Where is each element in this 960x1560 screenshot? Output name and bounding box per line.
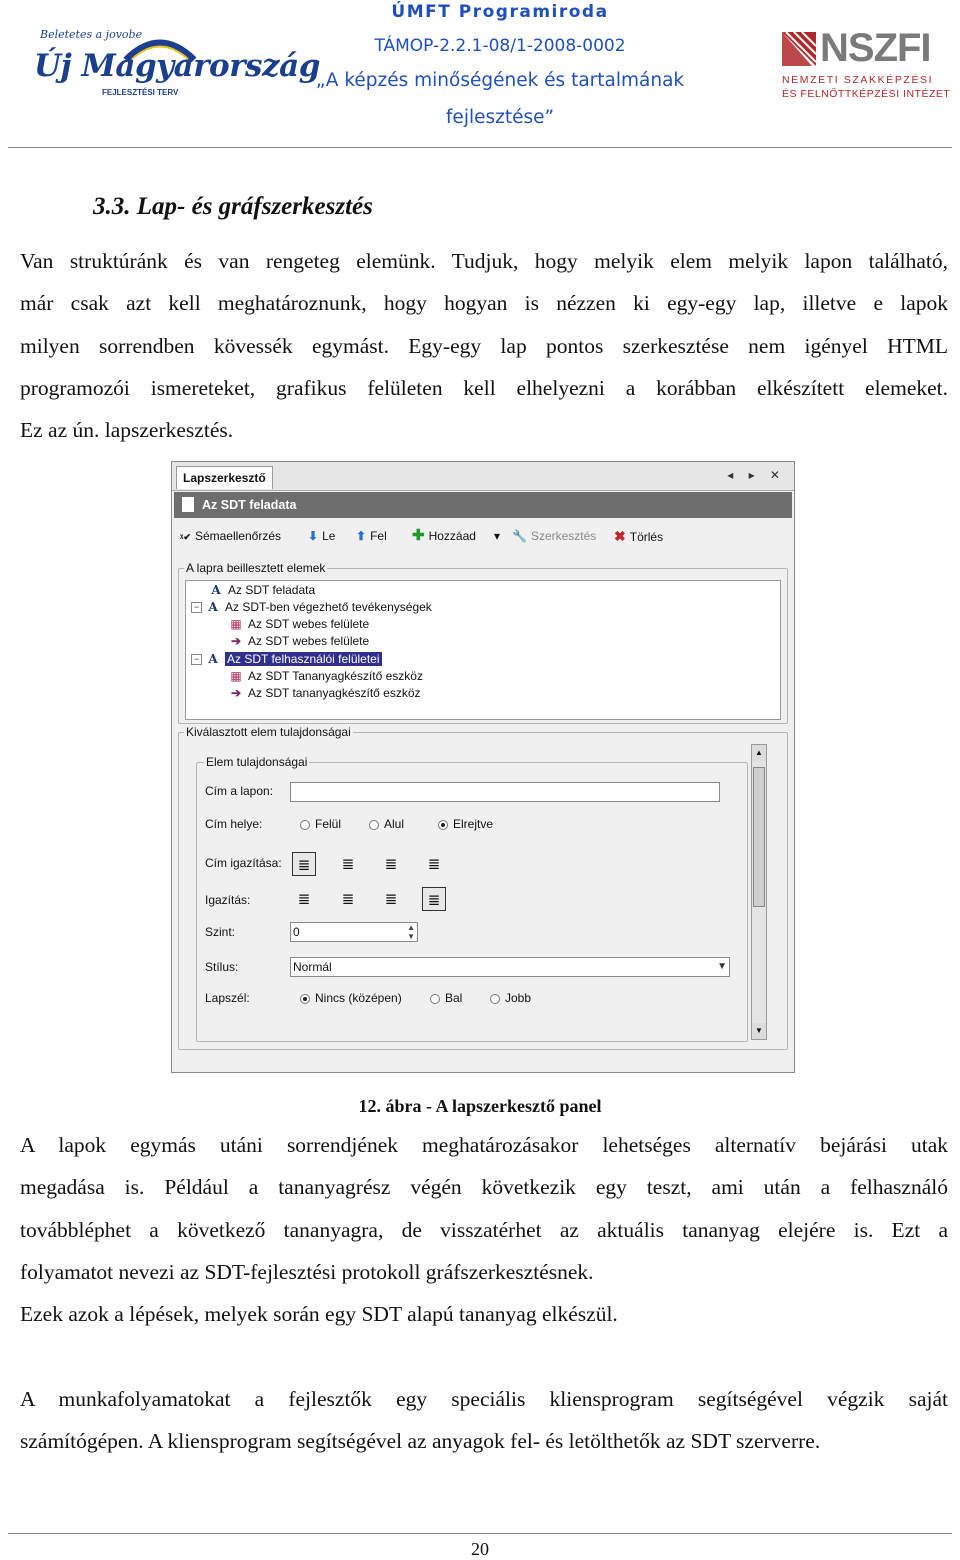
page-icon (182, 497, 194, 512)
header-line-3: „A képzés minőségének és tartalmának (315, 70, 685, 91)
nszfi-mark-icon (782, 32, 816, 66)
page-number: 20 (471, 1539, 489, 1559)
text-line: milyen sorrendben kövessék egymást. Egy-egy lap pontos szerkesztése nem igényel HTML (20, 333, 948, 358)
level-stepper[interactable]: 0 ▲ ▼ (290, 922, 418, 942)
page-header (0, 0, 960, 150)
uj-magyarorszag-logo (22, 20, 320, 110)
nszfi-line-2: ÉS FELNŐTTKÉPZÉSI INTÉZET (782, 88, 951, 100)
tab-controls[interactable]: ◂ ▸ ✕ (727, 468, 786, 482)
panel-toolbar (174, 524, 792, 548)
tree-node[interactable]: ▦ Az SDT webes felülete (228, 616, 369, 633)
element-tree (185, 580, 781, 720)
text-line: Van struktúránk és van rengeteg elemünk. Tudjuk, hogy melyik elem melyik lapon található, (20, 249, 948, 273)
element-props-group (196, 762, 748, 1042)
title-align-label: Cím igazítása: (205, 856, 282, 870)
props-scrollbar[interactable] (751, 744, 767, 1040)
spellcheck-button[interactable]: ᵡ✔ Sémaellenőrzés (180, 524, 281, 549)
text-element-icon: A (211, 583, 221, 597)
title-align-right-button[interactable]: ≣ (384, 855, 398, 873)
tree-node[interactable]: ➔ Az SDT tananyagkészítő eszköz (228, 685, 421, 702)
title-label: Cím a lapon: (205, 784, 274, 798)
image-element-icon: ▦ (230, 669, 242, 683)
tree-node[interactable]: A Az SDT feladata (208, 582, 315, 599)
text-line: számítógépen. A kliensprogram segítségével az anyagok fel- és letölthetők az SDT szerverre. (20, 1429, 821, 1454)
header-line-4: fejlesztése” (445, 107, 555, 128)
align-label: Igazítás: (205, 893, 251, 907)
collapse-icon[interactable]: − (191, 654, 202, 665)
collapse-icon[interactable]: − (191, 602, 202, 613)
header-line-1: ÚMFT Programiroda (391, 2, 609, 22)
stepper-arrows-icon[interactable]: ▲ ▼ (407, 923, 415, 941)
pagebreak-radio-none[interactable]: Nincs (középen) (300, 991, 402, 1005)
spellcheck-icon: ᵡ✔ (180, 532, 191, 542)
chevron-down-icon[interactable]: ▼ (717, 961, 727, 972)
style-select[interactable]: Normál ▼ (290, 957, 730, 977)
pagebreak-radio-right[interactable]: Jobb (490, 991, 531, 1005)
logo-main-text: Új Magyarország (34, 48, 320, 84)
text-element-icon: A (208, 600, 218, 614)
tree-node[interactable]: ▦ Az SDT Tananyagkészítő eszköz (228, 668, 423, 685)
align-right-button[interactable]: ≣ (384, 890, 398, 908)
arrow-down-icon: ⬇ (308, 529, 319, 543)
lapszerkeszto-panel (171, 461, 795, 1073)
add-dropdown-button[interactable] (494, 524, 500, 548)
wrench-icon: 🔧 (512, 529, 527, 543)
nszfi-logo (780, 26, 952, 105)
position-radio-bottom[interactable]: Alul (369, 817, 404, 831)
logo-sub-text: FEJLESZTÉSI TERV (102, 88, 179, 97)
delete-x-icon: ✖ (614, 528, 626, 544)
element-props-label: Elem tulajdonságai (206, 755, 308, 769)
add-button[interactable]: ✚ Hozzáad (412, 524, 476, 548)
title-align-center-button[interactable]: ≣ (341, 855, 355, 873)
pagebreak-radio-left[interactable]: Bal (430, 991, 462, 1005)
edit-button[interactable]: 🔧 Szerkesztés (512, 524, 596, 548)
radio-icon (430, 994, 440, 1004)
panel-title-bar (174, 492, 792, 518)
scroll-thumb[interactable] (753, 767, 765, 907)
nszfi-line-1: NEMZETI SZAKKÉPZÉSI (782, 74, 934, 86)
text-line: már csak azt kell meghatároznunk, hogy hogyan is nézzen ki egy-egy lap, illetve e lapok (20, 291, 948, 316)
tree-node[interactable]: − A Az SDT-ben végezhető tevékenységek (191, 599, 432, 616)
figure-caption: 12. ábra - A lapszerkesztő panel (358, 1096, 602, 1116)
text-line: A lapok egymás utáni sorrendjének meghatározásakor lehetséges alternatív bejárási utak (20, 1133, 948, 1157)
tab-bar (172, 462, 794, 491)
radio-selected-icon (438, 820, 448, 830)
radio-selected-icon (300, 994, 310, 1004)
nszfi-word: NSZFI (820, 26, 931, 70)
align-center-button[interactable]: ≣ (341, 890, 355, 908)
scroll-down-icon[interactable]: ▼ (752, 1023, 766, 1039)
position-radio-top[interactable]: Felül (300, 817, 341, 831)
radio-icon (490, 994, 500, 1004)
paragraph-4 (20, 1378, 948, 1463)
image-element-icon: ▦ (230, 617, 242, 631)
delete-button[interactable]: ✖ Törlés (614, 524, 663, 549)
align-justify-button[interactable]: ≣ (422, 887, 446, 911)
paragraph-2 (20, 1124, 948, 1293)
text-element-icon: A (208, 652, 218, 666)
paragraph-3: Ezek azok a lépések, melyek során egy SDT alapú tananyag elkészül. (20, 1302, 618, 1326)
title-align-justify-button[interactable]: ≣ (427, 855, 441, 873)
plus-icon: ✚ (412, 527, 425, 544)
panel-title: Az SDT feladata (202, 498, 297, 512)
logo-tagline: Beletetes a jovobe (40, 28, 143, 41)
text-line: Ez az ún. lapszerkesztés. (20, 418, 234, 443)
link-arrow-icon: ➔ (230, 686, 242, 700)
text-line: megadása is. Például a tananyagrész végén következik egy teszt, ami után a felhasználó (20, 1175, 948, 1200)
tree-node-selected[interactable]: − A Az SDT felhasználói felületei (191, 651, 382, 668)
align-left-button[interactable]: ≣ (297, 890, 311, 908)
title-align-left-button[interactable]: ≣ (292, 852, 316, 876)
position-radio-hidden[interactable]: Elrejtve (438, 817, 493, 831)
move-down-button[interactable]: ⬇ Le (308, 524, 335, 548)
title-input[interactable] (290, 782, 720, 802)
section-title: 3.3. Lap- és gráfszerkesztés (93, 193, 373, 220)
tree-node[interactable]: ➔ Az SDT webes felülete (228, 633, 369, 650)
text-line: A munkafolyamatokat a fejlesztők egy speciális kliensprogram segítségével végzik saját (20, 1387, 948, 1411)
header-rule (8, 147, 952, 148)
chevron-down-icon: ▾ (494, 529, 501, 543)
scroll-up-icon[interactable]: ▲ (752, 745, 766, 761)
pagebreak-label: Lapszél: (205, 991, 250, 1005)
text-line: továbbléphet a következő tananyagra, de visszatérhet az aktuális tananyag elejére is. Ezt a (20, 1217, 948, 1242)
header-line-2: TÁMOP-2.2.1-08/1-2008-0002 (374, 36, 626, 56)
style-label: Stílus: (205, 960, 239, 974)
arrow-up-icon: ⬆ (356, 529, 367, 543)
footer-rule (8, 1533, 952, 1534)
level-label: Szint: (205, 925, 236, 939)
selected-props-label: Kiválasztott elem tulajdonságai (186, 725, 351, 739)
elements-group-label: A lapra beillesztett elemek (186, 561, 326, 575)
radio-icon (369, 820, 379, 830)
text-line: folyamatot nevezi az SDT-fejlesztési protokoll gráfszerkesztésnek. (20, 1259, 594, 1284)
paragraph-1 (20, 240, 948, 451)
link-arrow-icon: ➔ (230, 634, 242, 648)
radio-icon (300, 820, 310, 830)
tab-lapszerkeszto[interactable]: Lapszerkesztő (176, 466, 273, 489)
text-line: programozói ismereteket, grafikus felületen kell elhelyezni a korábban elkészített elemeket. (20, 375, 948, 400)
move-up-button[interactable]: ⬆ Fel (356, 524, 387, 548)
position-label: Cím helye: (205, 817, 263, 831)
